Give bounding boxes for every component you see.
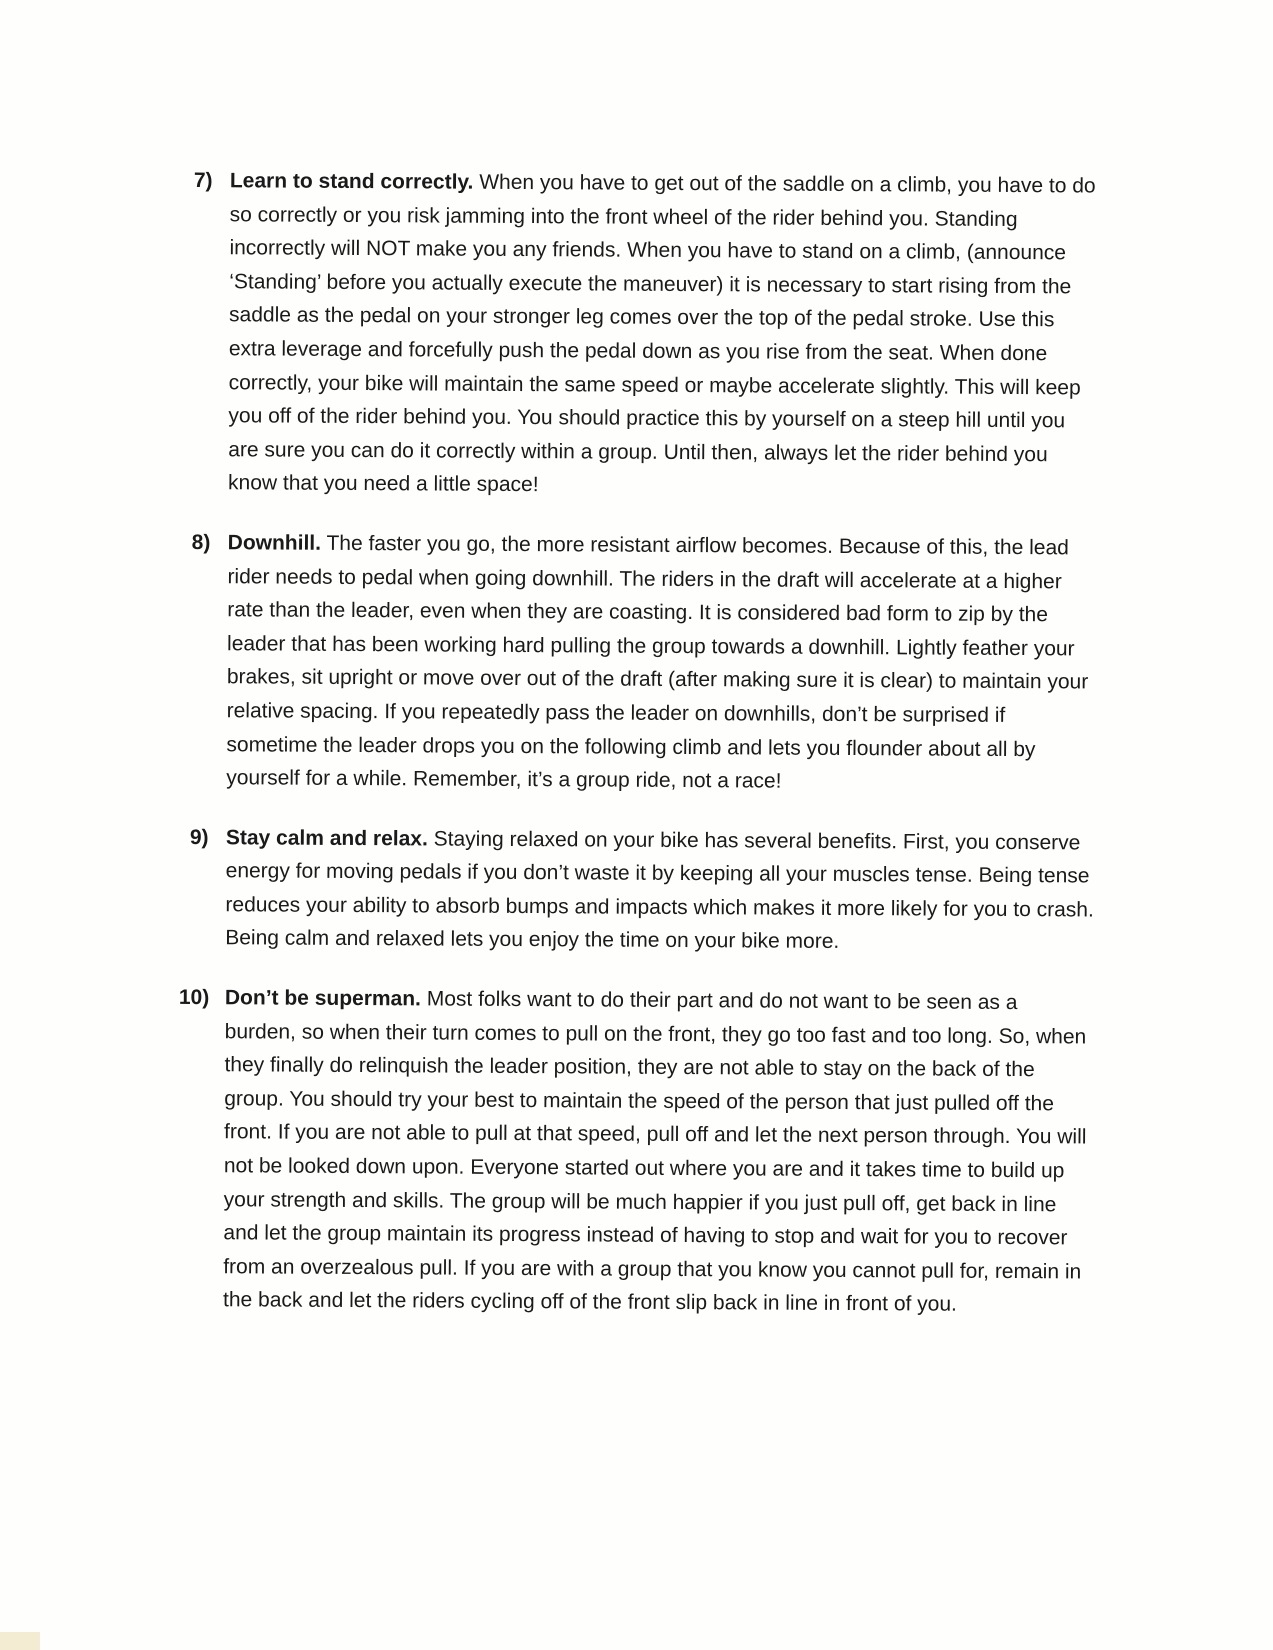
tip-number: 8) <box>191 530 211 555</box>
tip-body: Staying relaxed on your bike has several benefits. First, you conserve energy for moving pedals if you don’t waste it by keeping all your muscles tense. Being tense reduces your ability to absorb bumps and impacts which makes it more likely for you to crash. Being calm and relaxed lets you enjoy the time on your bike more. <box>225 827 1094 954</box>
tip-title: Stay calm and relax. <box>225 825 428 851</box>
tip-number: 7) <box>193 168 213 193</box>
tip-body: Most folks want to do their part and do not want to be seen as a burden, so when their turn comes to pull on the front, they go too fast and too long. So, when they finally do relinquish the leader position, they are not able to stay on the back of the group. You should try your best to maintain the speed of the person that just pulled off the front. If you are not able to pull at that speed, pull off and let the next person through. You will not be looked down upon. Everyone started out where you are and it takes time to build up your strength and skills. The group will be much happier if you just pull off, get back in line and let the group maintain its progress instead of having to stop and wait for you to recover from an overzealous pull. If you are with a group that you know you cannot pull for, remain in the back and let the riders cycling off of the front slip back in line in front of you. <box>222 987 1087 1317</box>
tip-item-10 <box>178 981 1094 1322</box>
scan-edge-artifact <box>0 1632 40 1650</box>
tip-number: 10) <box>178 985 210 1010</box>
tip-item-9 <box>189 821 1095 961</box>
tip-body: When you have to get out of the saddle on a climb, you have to do so correctly or you risk jamming into the front wheel of the rider behind you. Standing incorrectly will NOT make you any friends. When you have to stand on a climb, (announce ‘Standing’ before you actually execute the maneuver) it is necessary to start rising from the saddle as the pedal on your stronger leg comes over the top of the pedal stroke. Use this extra leverage and forcefully push the pedal down as you rise from the seat. When done correctly, your bike will maintain the same speed or maybe accelerate slightly. This will keep you off of the rider behind you. You should practice this by yourself on a steep hill until you are sure you can do it correctly within a group. Until then, always let the rider behind you know that you need a little space! <box>227 170 1096 497</box>
tip-title: Downhill. <box>227 531 322 555</box>
tip-title: Learn to stand correctly. <box>229 169 474 194</box>
tip-item-7 <box>192 164 1099 505</box>
tips-list <box>178 164 1099 1349</box>
tip-item-8 <box>190 526 1097 800</box>
tip-number: 9) <box>189 825 209 849</box>
tip-title: Don’t be superman. <box>224 986 422 1011</box>
tip-body: The faster you go, the more resistant airflow becomes. Because of this, the lead rider needs to pedal when going downhill. The riders in the draft will accelerate at a higher rate than the leader, even when they are coasting. It is considered bad form to zip by the leader that has been working hard pulling the group towards a downhill. Lightly feather your brakes, sit upright or move over out of the draft (after making sure it is clear) to maintain your relative spacing. If you repeatedly pass the leader on downhills, don’t be surprised if sometime the leader drops you on the following climb and lets you flounder about all by yourself for a while. Remember, it’s a group ride, not a race! <box>226 531 1089 793</box>
